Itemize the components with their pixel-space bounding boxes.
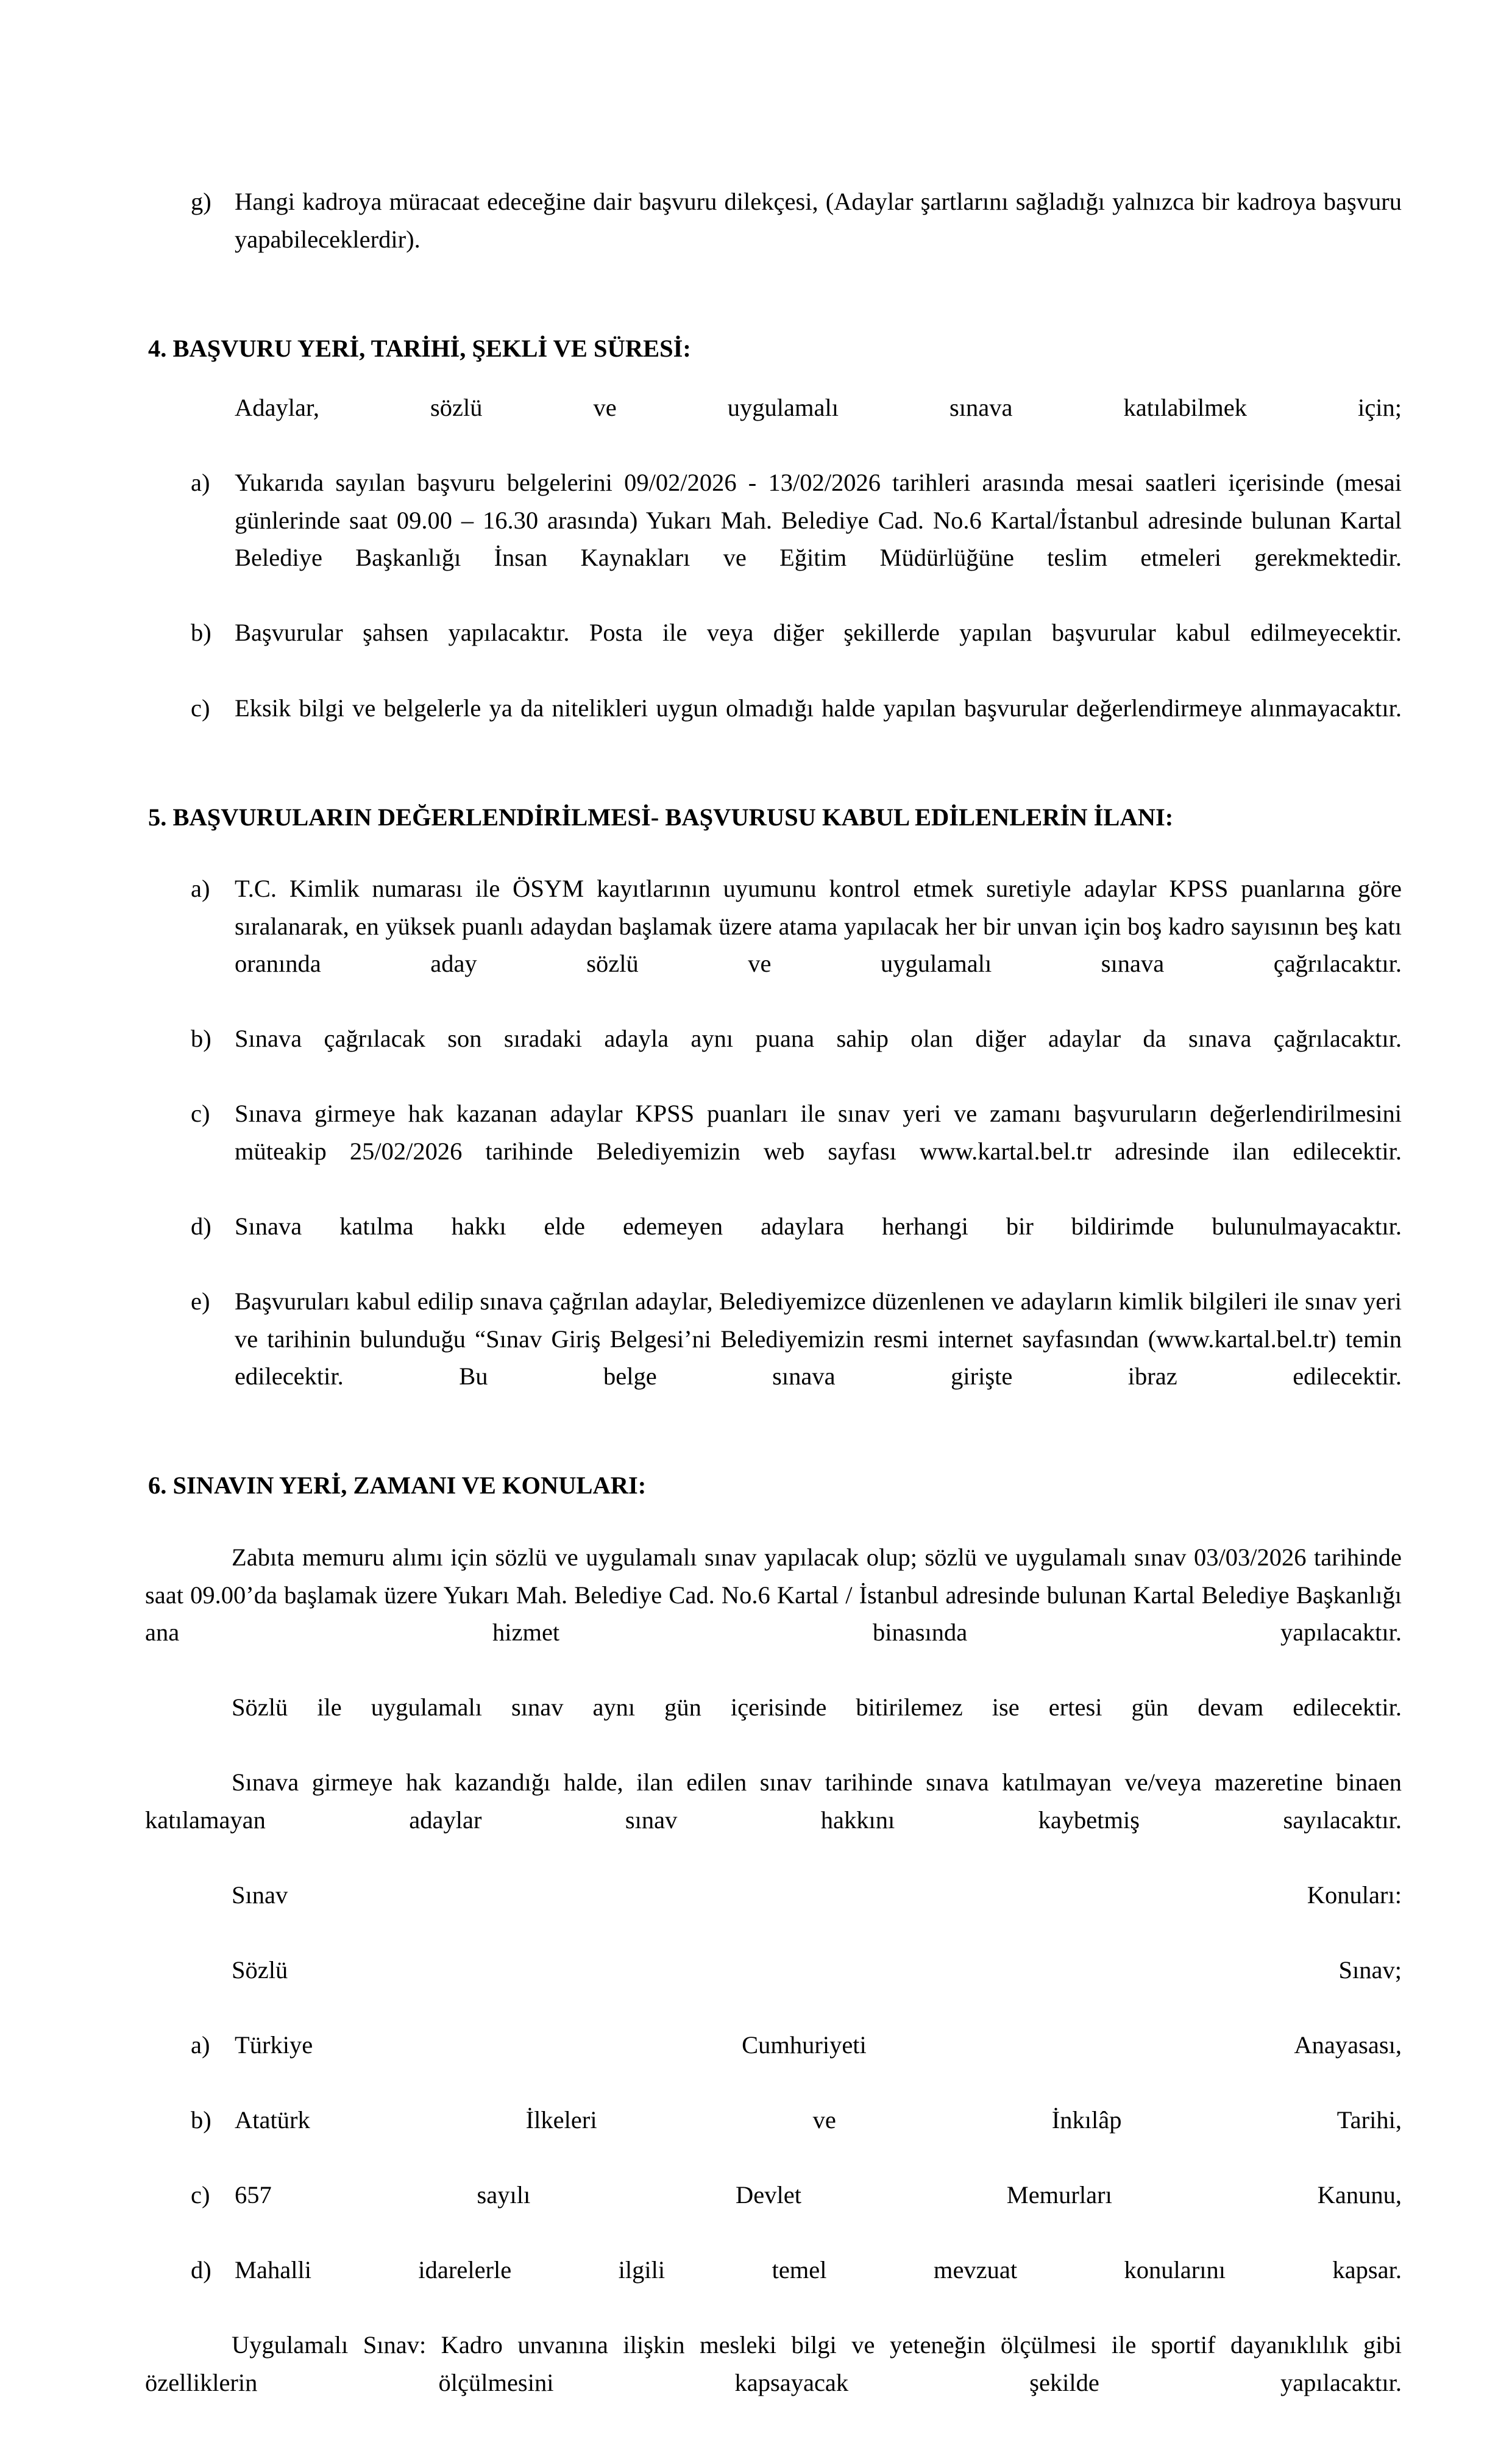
spacer: [148, 764, 1402, 799]
list-item: [148, 1208, 1402, 1283]
exam-subjects-label: Sınav Konuları:: [232, 1881, 1402, 1909]
section-4-list: [148, 464, 1402, 764]
list-item: [148, 2251, 1402, 2326]
list-marker: b): [191, 2106, 211, 2134]
section-6-heading: 6. SINAVIN YERİ, ZAMANI VE KONULARI:: [148, 1472, 647, 1500]
practical-exam-paragraph: Uygulamalı Sınav: Kadro unvanına ilişkin mesleki bilgi ve yeteneğin ölçülmesi ile sportif dayanıklılık gibi özelliklerin ölçülmesini kapsayacak şekilde yapılacaktır.: [145, 2331, 1402, 2396]
list-item-text: Türkiye Cumhuriyeti Anayasası,: [235, 2031, 1402, 2059]
list-item-text: Atatürk İlkeleri ve İnkılâp Tarihi,: [235, 2106, 1402, 2134]
list-marker: a): [191, 2031, 210, 2059]
list-item: [148, 689, 1402, 764]
list-item-text: Mahalli idarelerle ilgili temel mevzuat konularını kapsar.: [235, 2256, 1402, 2284]
list-marker: a): [191, 469, 210, 497]
list-item-text: Yukarıda sayılan başvuru belgelerini 09/02/2026 - 13/02/2026 tarihleri arasında mesai saatleri içerisinde (mesai günlerinde saat 09.00 – 16.30 arasında) Yukarı Mah. Belediye Cad. No.6 Kartal/İstanbul adresinde bulunan Kartal Belediye Başkanlığı İnsan Kaynakları ve Eğitim Müdürlüğüne teslim etmeleri gerekmektedir.: [235, 469, 1402, 572]
list-marker: e): [191, 1287, 210, 1316]
section-6-paragraph-2: Sözlü ile uygulamalı sınav aynı gün içerisinde bitirilemez ise ertesi gün devam edilecektir.: [232, 1693, 1402, 1722]
list-item: [148, 1095, 1402, 1208]
list-marker: d): [191, 2256, 211, 2284]
spacer: [148, 836, 1402, 870]
list-item-text: 657 sayılı Devlet Memurları Kanunu,: [235, 2181, 1402, 2209]
list-item: [148, 464, 1402, 614]
spacer: [148, 367, 1402, 389]
section-6-paragraph-3: Sınava girmeye hak kazandığı halde, ilan edilen sınav tarihinde sınava katılmayan ve/veya mazeretine binaen katılamayan adaylar sınav hakkını kaybetmiş sayılacaktır.: [145, 1768, 1402, 1834]
list-item: [148, 2176, 1402, 2251]
section-4-intro: Adaylar, sözlü ve uygulamalı sınava katılabilmek için;: [235, 394, 1402, 422]
list-marker: g): [191, 188, 211, 215]
list-item: [148, 1283, 1402, 1433]
section-4-heading: 4. BAŞVURU YERİ, TARİHİ, ŞEKLİ VE SÜRESİ:: [148, 334, 691, 362]
list-item-text: Sınava girmeye hak kazanan adaylar KPSS puanları ile sınav yeri ve zamanı başvuruların değerlendirilmesini müteakip 25/02/2026 tarihinde Belediyemizin web sayfası www.kartal.bel.tr adresinde ilan edilecektir.: [235, 1100, 1402, 1166]
list-marker: b): [191, 1025, 211, 1053]
list-item-text: Başvurular şahsen yapılacaktır. Posta ile veya diğer şekillerde yapılan başvurular kabul edilmeyecektir.: [235, 619, 1402, 647]
oral-exam-label: Sözlü Sınav;: [232, 1956, 1402, 1984]
list-item-text: Sınava katılma hakkı elde edemeyen adaylara herhangi bir bildirimde bulunulmayacaktır.: [235, 1212, 1402, 1241]
list-marker: c): [191, 2181, 210, 2209]
document-content: [145, 183, 1402, 2439]
list-marker: c): [191, 694, 210, 722]
list-item-text: T.C. Kimlik numarası ile ÖSYM kayıtlarının uyumunu kontrol etmek suretiyle adaylar KPSS puanlarına göre sıralanarak, en yüksek puanlı adaydan başlamak üzere atama yapılacak her bir unvan için boş kadro sayısının beş katı oranında aday sözlü ve uygulamalı sınava çağrılacaktır.: [235, 875, 1402, 978]
list-item: [148, 870, 1402, 1020]
list-item-text: Hangi kadroya müracaat edeceğine dair başvuru dilekçesi, (Adaylar şartlarını sağladığı yalnızca bir kadroya başvuru yapabileceklerdir).: [235, 188, 1402, 253]
list-item: [148, 2026, 1402, 2101]
spacer: [148, 1433, 1402, 1467]
section-5-heading: 5. BAŞVURULARIN DEĞERLENDİRİLMESİ- BAŞVURUSU KABUL EDİLENLERİN İLANI:: [148, 803, 1174, 831]
list-item-text: Başvuruları kabul edilip sınava çağrılan adaylar, Belediyemizce düzenlenen ve adayların kimlik bilgileri ile sınav yeri ve tarihinin bulunduğu “Sınav Giriş Belgesi’ni Belediyemizin resmi internet sayfasından (www.kartal.bel.tr) temin edilecektir. Bu belge sınava girişte ibraz edilecektir.: [235, 1287, 1402, 1390]
section-5-list: [148, 870, 1402, 1433]
list-item-text: Eksik bilgi ve belgelerle ya da nitelikleri uygun olmadığı halde yapılan başvurular değerlendirmeye alınmayacaktır.: [235, 694, 1402, 722]
spacer: [148, 1504, 1402, 1539]
carried-over-list: [148, 183, 1402, 296]
list-marker: a): [191, 875, 210, 903]
list-item-text: Sınava çağrılacak son sıradaki adayla aynı puana sahip olan diğer adaylar da sınava çağrılacaktır.: [235, 1025, 1402, 1053]
list-item: [148, 614, 1402, 689]
list-marker: b): [191, 619, 211, 647]
exam-subjects-list: [148, 2026, 1402, 2326]
list-item: [148, 183, 1402, 296]
list-marker: d): [191, 1212, 211, 1241]
spacer: [148, 296, 1402, 330]
list-marker: c): [191, 1100, 210, 1128]
section-6-paragraph-1: Zabıta memuru alımı için sözlü ve uygulamalı sınav yapılacak olup; sözlü ve uygulamalı sınav 03/03/2026 tarihinde saat 09.00’da başlamak üzere Yukarı Mah. Belediye Cad. No.6 Kartal / İstanbul adresinde bulunan Kartal Belediye Başkanlığı ana hizmet binasında yapılacaktır.: [145, 1543, 1402, 1647]
list-item: [148, 1020, 1402, 1095]
list-item: [148, 2101, 1402, 2176]
